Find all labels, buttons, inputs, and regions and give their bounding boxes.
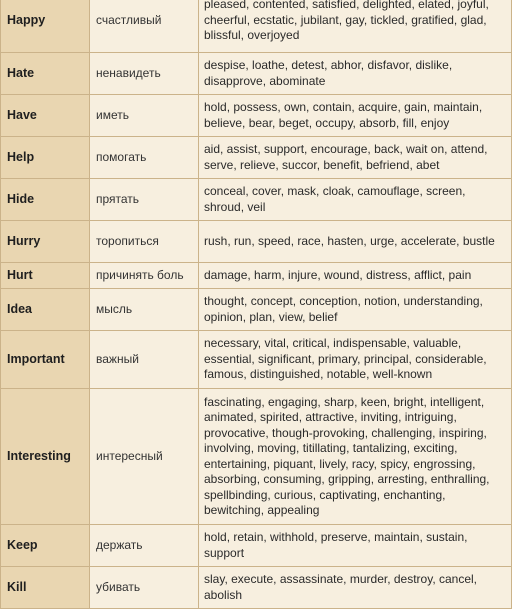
word-cell: Interesting <box>1 389 90 525</box>
table-row <box>1 137 512 179</box>
table-row <box>1 289 512 331</box>
table-row <box>1 0 512 53</box>
word-cell: Idea <box>1 289 90 331</box>
synonyms-cell: despise, loathe, detest, abhor, disfavor, dislike, disapprove, abominate <box>199 53 512 95</box>
word-cell: Hurry <box>1 221 90 263</box>
table-row <box>1 331 512 389</box>
synonyms-cell: conceal, cover, mask, cloak, camouflage, screen, shroud, veil <box>199 179 512 221</box>
word-cell: Important <box>1 331 90 389</box>
translation-cell: держать <box>90 525 199 567</box>
table-row <box>1 567 512 609</box>
word-cell: Keep <box>1 525 90 567</box>
synonyms-cell: slay, execute, assassinate, murder, destroy, cancel, abolish <box>199 567 512 609</box>
table-row <box>1 179 512 221</box>
synonyms-cell: aid, assist, support, encourage, back, wait on, attend, serve, relieve, succor, benefit, befriend, abet <box>199 137 512 179</box>
synonyms-cell: fascinating, engaging, sharp, keen, bright, intelligent, animated, spirited, attractive, inviting, intriguing, provocative, though-provoking, challenging, inspiring, involving, moving, titillating, tantalizing, exciting, entertaining, piquant, lively, racy, spicy, engrossing, absorbing, consuming, gripping, arresting, enthralling, spellbinding, curious, captivating, enchanting, bewitching, appealing <box>199 389 512 525</box>
word-cell: Happy <box>1 0 90 53</box>
synonyms-cell: necessary, vital, critical, indispensable, valuable, essential, significant, primary, principal, considerable, famous, distinguished, notable, well-known <box>199 331 512 389</box>
translation-cell: иметь <box>90 95 199 137</box>
synonyms-cell: damage, harm, injure, wound, distress, afflict, pain <box>199 263 512 289</box>
translation-cell: убивать <box>90 567 199 609</box>
word-cell: Hurt <box>1 263 90 289</box>
synonyms-cell: pleased, contented, satisfied, delighted, elated, joyful, cheerful, ecstatic, jubilant, gay, tickled, gratified, glad, blissful, overjoyed <box>199 0 512 53</box>
word-cell: Have <box>1 95 90 137</box>
table-body <box>1 0 512 609</box>
translation-cell: прятать <box>90 179 199 221</box>
word-cell: Hide <box>1 179 90 221</box>
translation-cell: важный <box>90 331 199 389</box>
word-cell: Help <box>1 137 90 179</box>
translation-cell: интересный <box>90 389 199 525</box>
synonyms-cell: hold, possess, own, contain, acquire, gain, maintain, believe, bear, beget, occupy, absorb, fill, enjoy <box>199 95 512 137</box>
synonyms-cell: hold, retain, withhold, preserve, maintain, sustain, support <box>199 525 512 567</box>
table-row <box>1 221 512 263</box>
synonyms-cell: thought, concept, conception, notion, understanding, opinion, plan, view, belief <box>199 289 512 331</box>
word-cell: Kill <box>1 567 90 609</box>
translation-cell: помогать <box>90 137 199 179</box>
table-row <box>1 525 512 567</box>
translation-cell: причинять боль <box>90 263 199 289</box>
table-row <box>1 389 512 525</box>
table-row <box>1 53 512 95</box>
word-cell: Hate <box>1 53 90 95</box>
translation-cell: торопиться <box>90 221 199 263</box>
table-row <box>1 95 512 137</box>
table-row <box>1 263 512 289</box>
translation-cell: ненавидеть <box>90 53 199 95</box>
translation-cell: мысль <box>90 289 199 331</box>
synonyms-cell: rush, run, speed, race, hasten, urge, accelerate, bustle <box>199 221 512 263</box>
translation-cell: счастливый <box>90 0 199 53</box>
